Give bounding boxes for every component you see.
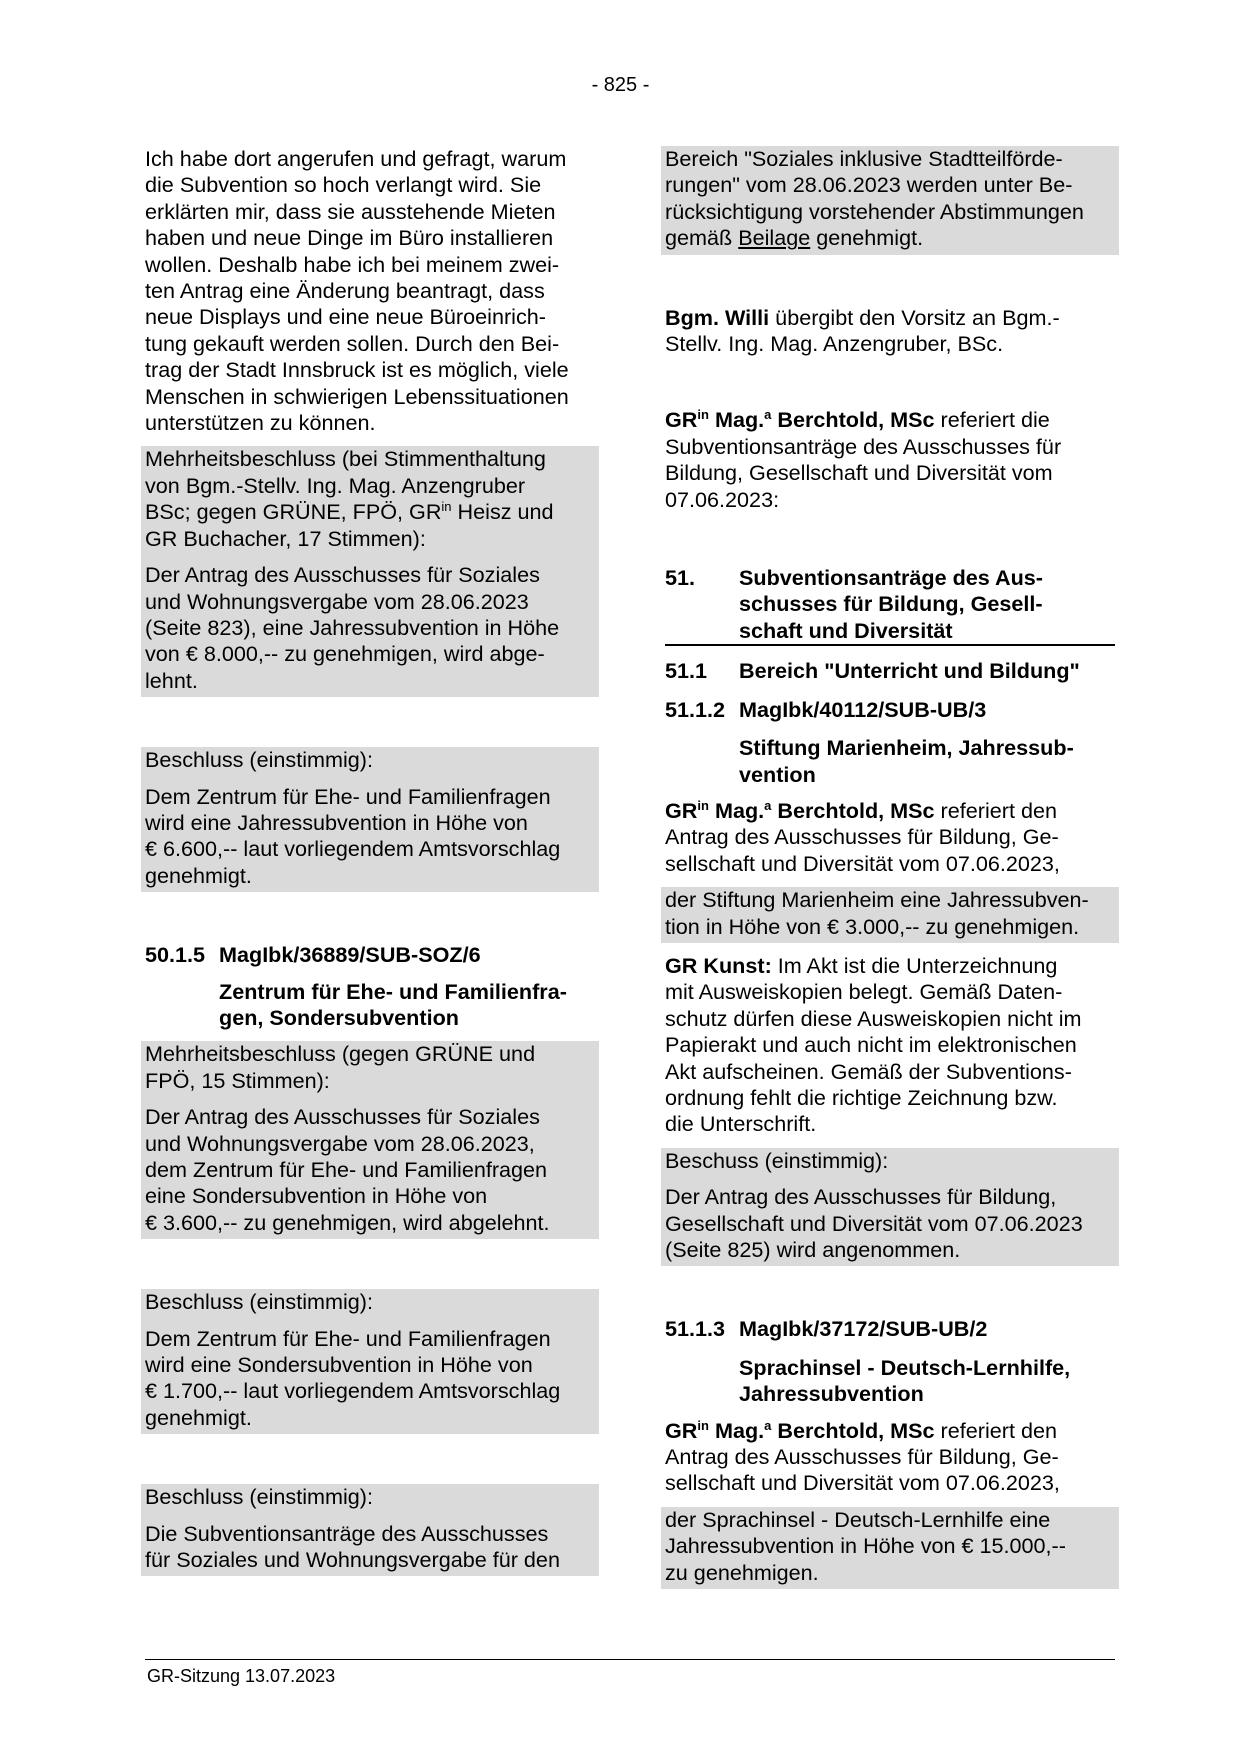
motion-box: der Stiftung Marienheim eine Jahressubven- tion in Höhe von € 3.000,-- zu genehmigen. <box>661 887 1119 943</box>
section-heading-51-1-2: 51.1.2 MagIbk/40112/SUB-UB/3 <box>665 696 987 722</box>
vote-box: Mehrheitsbeschluss (gegen GRÜNE und FPÖ, 15 Stimmen): Der Antrag des Ausschusses für Soziales und Wohnungsvergabe vom 28.06.2023, dem Zentrum für Ehe- und Familienfragen eine Sondersubvention in Höhe von € 3.600,-- zu genehmigen, wird abgelehnt. <box>141 1041 599 1239</box>
speaker-paragraph: $GR^{in}$ Mag.$^a$ Berchtold, MSc referiert den Antrag des Ausschusses für Bildung, Ge- sellschaft und Diversität vom 07.06.2023, <box>665 1417 1060 1496</box>
beilage-link[interactable]: Beilage <box>738 225 811 251</box>
section-title: Zentrum für Ehe- und Familienfra- gen, Sondersubvention <box>219 978 567 1030</box>
statement-paragraph: GR Kunst: Im Akt ist die Unterzeichnung mit Ausweiskopien belegt. Gemäß Daten- schutz dürfen diese Ausweiskopien nicht im Papierakt und auch nicht im elektronischen Akt aufscheinen. Gemäß der Subventions- ordnung fehlt die richtige Zeichnung bzw. die Unterschrift. <box>665 952 1082 1137</box>
decision-box: Beschluss (einstimmig): Dem Zentrum für Ehe- und Familienfragen wird eine Jahressubvention in Höhe von € 6.600,-- laut vorliegendem Amtsvorschlag genehmigt. <box>141 747 599 892</box>
footer: GR-Sitzung 13.07.2023 <box>147 1666 336 1686</box>
section-title: Stiftung Marienheim, Jahressub- vention <box>739 735 1074 787</box>
speaker-paragraph: $GR^{in}$ Mag.$^a$ Berchtold, MSc referiert die Subventionsanträge des Ausschusses für Bildung, Gesellschaft und Diversität vom 07.06.2023: <box>665 407 1062 512</box>
section-heading-50-1-5: 50.1.5 MagIbk/36889/SUB-SOZ/6 <box>145 942 481 968</box>
vote-box: Mehrheitsbeschluss (bei Stimmenthaltung von Bgm.-Stellv. Ing. Mag. Anzengruber BSc; gegen GRÜNE, FPÖ, $GR^{in}$ Heisz und GR Buchacher, 17 Stimmen): Der Antrag des Ausschusses für Soziales und Wohnungsvergabe vom 28.06.2023 (Seite 823), eine Jahressubvention in Höhe von € 8.000,-- zu genehmigen, wird abge- lehnt. <box>141 446 599 697</box>
chair-handover: Bgm. Willi übergibt den Vorsitz an Bgm.- Stellv. Ing. Mag. Anzengruber, BSc. <box>665 304 1060 357</box>
decision-continuation-box: Bereich "Soziales inklusive Stadtteilförde- rungen" vom 28.06.2023 werden unter Be- rücksichtigung vorstehender Abstimmungen gemäß Beilage genehmigt. <box>661 146 1119 255</box>
section-heading-51-1-3: 51.1.3 MagIbk/37172/SUB-UB/2 <box>665 1316 988 1342</box>
footer-divider <box>145 1659 1115 1660</box>
section-heading-51: 51. Subventionsanträge des Aus- schusses für Bildung, Gesell- schaft und Diversität <box>665 565 1115 646</box>
decision-box: Beschluss (einstimmig): Dem Zentrum für Ehe- und Familienfragen wird eine Sondersubvention in Höhe von € 1.700,-- laut vorliegendem Amtsvorschlag genehmigt. <box>141 1289 599 1434</box>
motion-box: der Sprachinsel - Deutsch-Lernhilfe eine Jahressubvention in Höhe von € 15.000,-- zu genehmigen. <box>661 1507 1119 1589</box>
left-column <box>145 146 595 1576</box>
resolution-text: Der Antrag des Ausschusses für Soziales und Wohnungsvergabe vom 28.06.2023 (Seite 823), eine Jahressubvention in Höhe von € 8.000,-- zu genehmigen, wird abge- lehnt. <box>145 562 560 693</box>
speaker-paragraph: $GR^{in}$ Mag.$^a$ Berchtold, MSc referiert den Antrag des Ausschusses für Bildung, Ge- sellschaft und Diversität vom 07.06.2023, <box>665 797 1060 876</box>
right-column <box>665 146 1115 1589</box>
page-number: - 825 - <box>591 74 650 96</box>
decision-box: Beschuss (einstimmig): Der Antrag des Ausschusses für Bildung, Gesellschaft und Diversität vom 07.06.2023 (Seite 825) wird angenommen. <box>661 1148 1119 1267</box>
intro-paragraph: Ich habe dort angerufen und gefragt, warum die Subvention so hoch verlangt wird. Sie erklärten mir, dass sie ausstehende Mieten haben und neue Dinge im Büro installieren wollen. Deshalb habe ich bei meinem zwei- ten Antrag eine Änderung beantragt, dass neue Displays und eine neue Büroeinrich- tung gekauft werden sollen. Durch den Bei- trag der Stadt Innsbruck ist es möglich, viele Menschen in schwierigen Lebenssituationen unterstützen zu können. <box>145 146 569 436</box>
section-title: Sprachinsel - Deutsch-Lernhilfe, Jahressubvention <box>739 1354 1071 1407</box>
section-heading-51-1: 51.1 Bereich "Unterricht und Bildung" <box>665 658 1080 684</box>
decision-box: Beschluss (einstimmig): Die Subventionsanträge des Ausschusses für Soziales und Wohnungsvergabe für den <box>141 1484 599 1576</box>
